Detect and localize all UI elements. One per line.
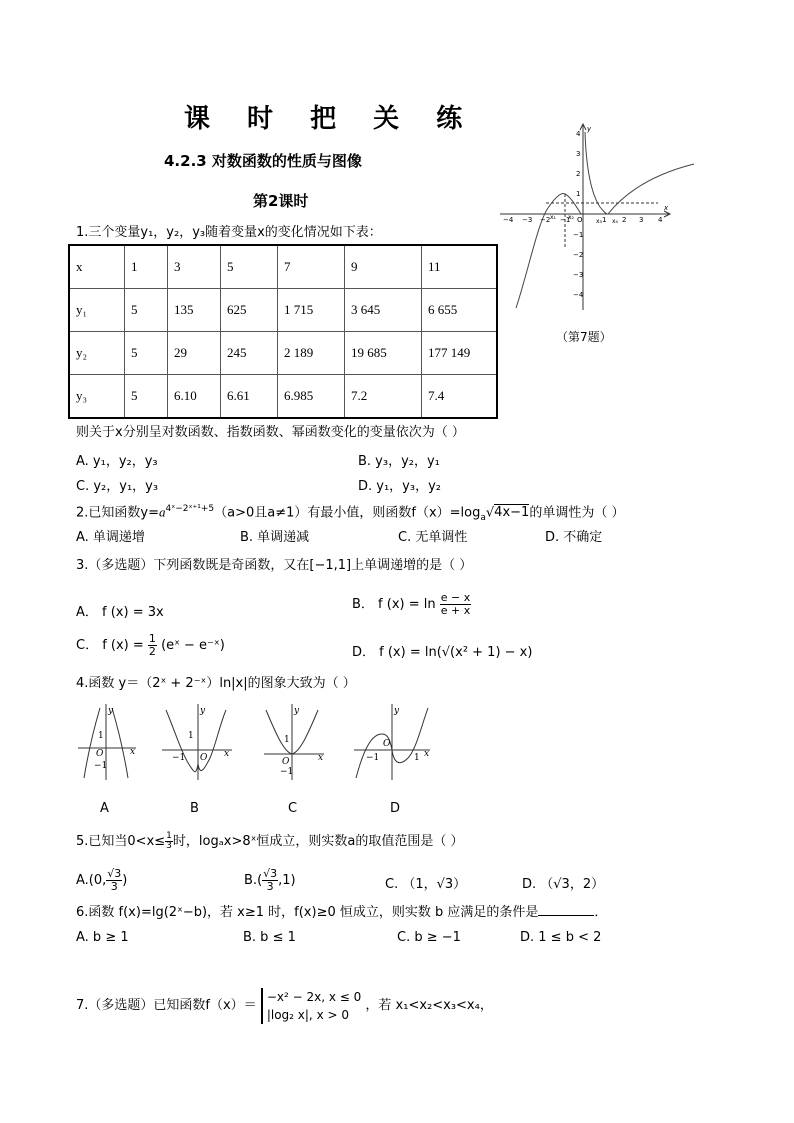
figure-7-caption: （第7题） xyxy=(556,330,612,344)
q4d-axis-y: y xyxy=(394,706,400,716)
fig7-tick-y: 1 xyxy=(576,190,581,198)
table-cell: 6.985 xyxy=(278,375,345,419)
q3-option-c-suffix: (eˣ − e⁻ˣ) xyxy=(161,638,225,653)
fig7-tick-x: 1 xyxy=(602,216,607,224)
q2-power-base: a xyxy=(159,504,166,520)
q7-stem-b: ，若 x₁<x₂<x₃<x₄， xyxy=(365,998,493,1013)
fig7-tick-x: −3 xyxy=(522,216,533,224)
fraction-denominator: e + x xyxy=(440,604,471,617)
table-cell: 29 xyxy=(168,332,221,375)
fig7-tick-y: −3 xyxy=(573,271,584,279)
q4-label-c: C xyxy=(288,801,298,816)
table-cell: 5 xyxy=(125,375,168,419)
q4b-tick: −1 xyxy=(172,753,186,763)
fig7-tick-x: −4 xyxy=(503,216,514,224)
q4d-origin: O xyxy=(383,739,391,749)
table-cell: 6.61 xyxy=(221,375,278,419)
q5-stem xyxy=(76,832,464,851)
fraction-denominator: 3 xyxy=(110,880,118,893)
fig7-tick-x: −1 xyxy=(560,216,571,224)
table-cell: 1 xyxy=(125,245,168,289)
fig7-label: x₃ xyxy=(596,218,602,225)
q6-option-b: B. b ≤ 1 xyxy=(243,930,296,945)
q4-graph-b xyxy=(162,704,236,780)
q5-option-a-fraction xyxy=(106,868,122,893)
table-cell: 5 xyxy=(125,332,168,375)
table-cell: 9 xyxy=(345,245,422,289)
q2-option-a: A. 单调递增 xyxy=(76,530,145,545)
q4-stem: 4.函数 y＝（2ˣ + 2⁻ˣ）ln|x|的图象大致为（ ） xyxy=(76,676,356,691)
q2-option-c: C. 无单调性 xyxy=(398,530,468,545)
fig7-axis-x: x xyxy=(664,204,669,212)
q4-graph-a xyxy=(78,704,140,780)
q3-option-c-fraction xyxy=(148,633,157,658)
q3-option-d: D． f (x) = ln(√(x² + 1) − x) xyxy=(352,645,533,660)
fraction-denominator: 3 xyxy=(266,880,274,893)
table-row xyxy=(69,332,497,375)
table-cell: y₃ xyxy=(69,375,125,419)
table-cell: y₂ xyxy=(69,332,125,375)
q1-option-c: C. y₂，y₁，y₃ xyxy=(76,479,159,494)
q7-stem-a: 7.（多选题）已知函数f（x）＝ xyxy=(76,998,257,1013)
fig7-origin: O xyxy=(577,216,583,224)
q7-stem xyxy=(76,988,493,1024)
q7-case-1: −x² − 2x, x ≤ 0 xyxy=(266,990,362,1004)
q4d-axis-x: x xyxy=(424,749,430,759)
q4d-tick: 1 xyxy=(414,753,420,763)
fraction-numerator: √3 xyxy=(263,867,278,880)
fig7-axis-y: y xyxy=(587,125,592,133)
lesson-label: 第2课时 xyxy=(253,192,309,210)
q6-stem-text: 6.函数 f(x)=lg(2ˣ−b)，若 x≥1 时，f(x)≥0 恒成立，则实数 b 应满足的条件是 xyxy=(76,905,539,920)
figure-7-graph xyxy=(498,122,698,312)
fig7-tick-x: 3 xyxy=(639,216,644,224)
q5-option-a-prefix: A. xyxy=(76,873,89,888)
q3-option-a: A． f (x) = 3x xyxy=(76,605,164,620)
fig7-tick-y: 4 xyxy=(576,130,581,138)
table-cell: 135 xyxy=(168,289,221,332)
answer-blank[interactable] xyxy=(538,903,594,916)
table-cell: 5 xyxy=(125,289,168,332)
q2-option-b: B. 单调递减 xyxy=(240,530,310,545)
fraction-numerator: √3 xyxy=(107,867,122,880)
q4-label-b: B xyxy=(190,801,199,816)
table-row xyxy=(69,289,497,332)
fraction-numerator: e − x xyxy=(440,591,471,604)
q1-option-d: D. y₁，y₃，y₂ xyxy=(358,479,441,494)
q6-option-d: D. 1 ≤ b < 2 xyxy=(520,930,602,945)
q5-option-b-close: ,1) xyxy=(278,873,296,888)
q4a-axis-x: x xyxy=(130,747,136,757)
q3-stem: 3.（多选题）下列函数既是奇函数，又在[−1,1]上单调递增的是（ ） xyxy=(76,558,473,573)
q1-question: 则关于x分别呈对数函数、指数函数、幂函数变化的变量依次为（ ） xyxy=(76,425,465,440)
table-cell: 3 645 xyxy=(345,289,422,332)
table-cell: 11 xyxy=(422,245,498,289)
q2-stem-c: 的单调性为（ ） xyxy=(529,505,625,521)
q4-label-d: D xyxy=(390,801,401,816)
q4-graph-c xyxy=(262,704,328,780)
q5-option-b-open: ( xyxy=(257,873,263,888)
fig7-label: x₁ xyxy=(550,214,556,221)
q4b-origin: O xyxy=(200,753,208,763)
q4b-axis-x: x xyxy=(224,749,230,759)
q5-option-a xyxy=(76,868,127,893)
table-cell: 6.10 xyxy=(168,375,221,419)
q1-option-a: A. y₁，y₂，y₃ xyxy=(76,454,158,469)
q1-stem: 1.三个变量y₁，y₂，y₃随着变量x的变化情况如下表： xyxy=(76,225,382,240)
table-cell: 2 189 xyxy=(278,332,345,375)
q6-option-a: A. b ≥ 1 xyxy=(76,930,129,945)
fraction-denominator: 2 xyxy=(148,645,156,658)
q4c-axis-x: x xyxy=(318,753,324,763)
q3-option-c-prefix: C． f (x) = xyxy=(76,638,144,653)
q4a-origin: O xyxy=(96,749,104,759)
table-row xyxy=(69,245,497,289)
fig7-tick-y: 2 xyxy=(576,170,581,178)
q4c-tick: 1 xyxy=(284,735,290,745)
fraction-denominator: 3 xyxy=(166,841,172,851)
q5-option-a-close: ) xyxy=(122,873,128,888)
q5-option-b xyxy=(244,868,296,893)
q1-option-b: B. y₃，y₂，y₁ xyxy=(358,454,440,469)
q4-graph-d xyxy=(352,704,434,780)
q4c-origin: O xyxy=(282,757,290,767)
q2-exponent: 4ˣ−2ˣ⁺¹+5 xyxy=(165,504,215,514)
table-cell: 7.2 xyxy=(345,375,422,419)
q2-radicand: 4x−1 xyxy=(494,505,530,521)
fig7-tick-x: −2 xyxy=(540,216,551,224)
q5-fraction xyxy=(165,832,173,851)
q3-option-c xyxy=(76,633,225,658)
q7-piecewise xyxy=(261,988,361,1024)
q4a-tick: −1 xyxy=(94,761,108,771)
table-cell: 245 xyxy=(221,332,278,375)
table-cell: 5 xyxy=(221,245,278,289)
table-cell: 1 715 xyxy=(278,289,345,332)
q6-stem-end: ． xyxy=(594,905,608,920)
fig7-tick-y: −4 xyxy=(573,291,584,299)
page-title: 课 时 把 关 练 xyxy=(184,104,477,134)
q2-sqrt-sign: √ xyxy=(485,505,495,521)
q5-option-b-prefix: B. xyxy=(244,873,258,888)
q5-option-d: D. （√3，2） xyxy=(522,877,605,892)
q6-option-c: C. b ≥ −1 xyxy=(397,930,461,945)
table-cell: 625 xyxy=(221,289,278,332)
table-cell: 7 xyxy=(278,245,345,289)
q4a-tick: 1 xyxy=(98,731,104,741)
q4c-axis-y: y xyxy=(294,706,300,716)
fig7-label: x₄ xyxy=(612,218,618,225)
table-cell: 3 xyxy=(168,245,221,289)
fig7-label: x₂ xyxy=(568,214,574,221)
q4-label-a: A xyxy=(100,801,109,816)
fraction-numerator: 1 xyxy=(166,831,172,841)
q3-option-b xyxy=(352,592,471,617)
table-cell: x xyxy=(69,245,125,289)
table-cell: 19 685 xyxy=(345,332,422,375)
fig7-tick-y: −1 xyxy=(573,231,584,239)
q5-option-a-open: (0, xyxy=(88,873,107,888)
q2-stem-b: （a>0且a≠1）有最小值，则函数f（x）=log xyxy=(214,505,481,521)
q3-option-b-fraction xyxy=(440,592,472,617)
fraction-numerator: 1 xyxy=(148,632,156,645)
q6-stem xyxy=(76,903,607,922)
table-cell: 177 149 xyxy=(422,332,498,375)
q4d-tick: −1 xyxy=(366,753,380,763)
q4b-tick: 1 xyxy=(188,731,194,741)
q1-table xyxy=(68,244,498,419)
fig7-tick-y: 3 xyxy=(576,150,581,158)
q5-stem-b: 时，logₐx>8ˣ恒成立，则实数a的取值范围是（ ） xyxy=(172,834,464,849)
q3-option-b-prefix: B． f (x) = ln xyxy=(352,597,436,612)
q2-stem-a: 2.已知函数y= xyxy=(76,505,159,521)
q5-stem-a: 5.已知当0<x≤ xyxy=(76,834,166,849)
fig7-tick-x: 4 xyxy=(658,216,663,224)
table-row xyxy=(69,375,497,419)
table-cell: 7.4 xyxy=(422,375,498,419)
q5-option-c: C. （1，√3） xyxy=(385,877,467,892)
table-cell: y₁ xyxy=(69,289,125,332)
fig7-tick-x: 2 xyxy=(622,216,627,224)
q4c-tick: −1 xyxy=(280,767,294,777)
q2-log-base: a xyxy=(480,512,486,523)
table-cell: 6 655 xyxy=(422,289,498,332)
section-subtitle: 4.2.3 对数函数的性质与图像 xyxy=(164,152,362,170)
q4b-axis-y: y xyxy=(200,706,206,716)
q2-stem xyxy=(76,500,624,527)
q2-option-d: D. 不确定 xyxy=(545,530,603,545)
q5-option-b-fraction xyxy=(262,868,278,893)
q4a-axis-y: y xyxy=(108,706,114,716)
q7-case-2: |log₂ x|, x > 0 xyxy=(266,1008,349,1022)
fig7-tick-y: −2 xyxy=(573,251,584,259)
